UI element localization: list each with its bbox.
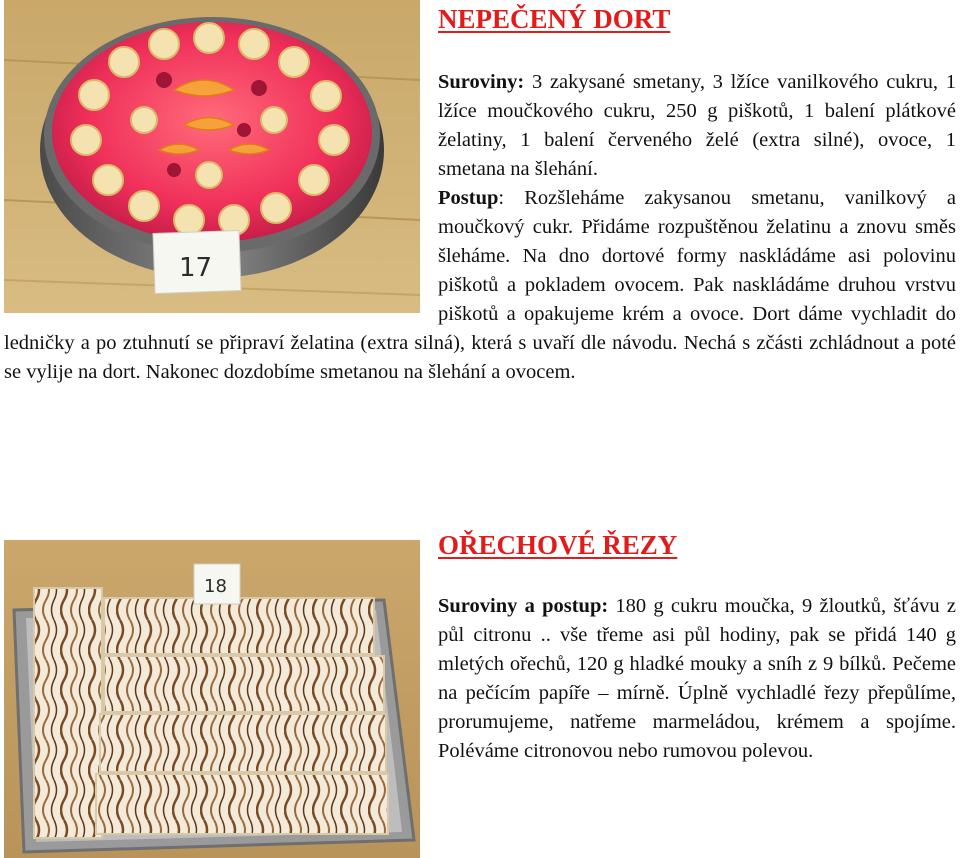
- ingredients-text: 180 g cukru moučka, 9 žloutků, šťávu z půl citronu .. vše třeme asi půl hodiny, pak se přidá 140 g mletých ořechů, 120 g hladké mouky a sníh z 9 bílků. Pečeme na pečícím papíře – mírně. Úplně vychladlé řezy přepůlíme, prorumujeme, natřeme marmeládou, krémem a spojíme. Poléváme citronovou nebo rumovou polevou.: [438, 595, 956, 762]
- cake-photo: [4, 0, 420, 313]
- slices-photo: [4, 540, 420, 858]
- recipe-orechove-rezy: [0, 530, 960, 856]
- ingredients-text: 3 zakysané smetany, 3 lžíce vanilkového cukru, 1 lžíce moučkového cukru, 250 g piškotů, 1 balení plátkové želatiny, 1 balení červeného želé (extra silné), ovoce, 1 smetana na šlehání.: [438, 71, 956, 180]
- photo-label: 17: [179, 253, 213, 283]
- ingredients-label: Suroviny:: [438, 71, 525, 93]
- ingredients-label: Suroviny a postup:: [438, 595, 609, 617]
- method-text: : Rozšleháme zakysanou smetanu, vanilkový a moučkový cukr. Přidáme rozpuštěnou želatinu a znovu směs šleháme. Na dno dortové formy naskládáme asi polovinu piškotů a pokladem ovocem. Pak naskládáme druhou vrstvu piškotů a opakujeme krém a ovoce. Dort dáme vychladit do ledničky a po ztuhnutí se připraví želatina (extra silná), která s uvaří dle návodu. Nechá s zčásti zchládnout a poté se vylije na dort. Nakonec dozdobíme smetanou na šlehání a ovocem.: [4, 187, 956, 383]
- cake-photo-illustration: [4, 0, 420, 313]
- method-label: Postup: [438, 187, 499, 209]
- recipe-title: OŘECHOVÉ ŘEZY: [438, 530, 678, 560]
- recipe-title: NEPEČENÝ DORT: [438, 4, 671, 34]
- slices-photo-illustration: [4, 540, 420, 858]
- photo-label: 18: [204, 576, 227, 597]
